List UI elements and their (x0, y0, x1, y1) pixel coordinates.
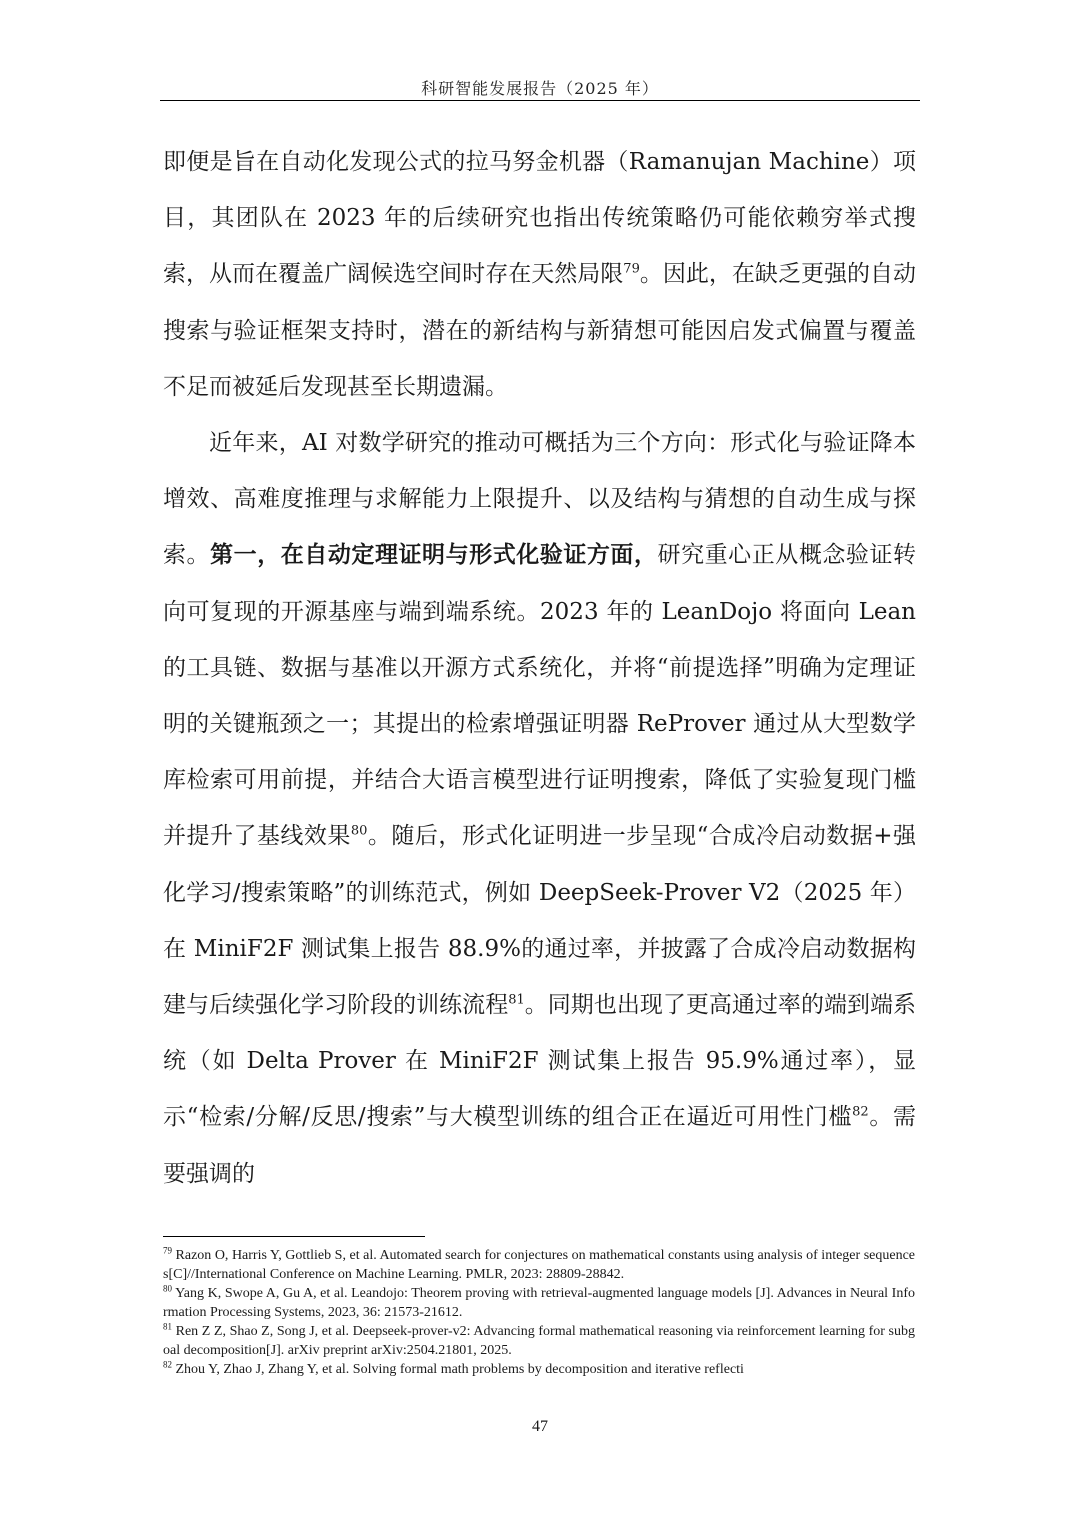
paragraph-2-part-e: 。需要强调的 (163, 1104, 917, 1187)
paragraph-2-bold: 第一，在自动定理证明与形式化验证方面， (210, 542, 658, 569)
footnote-ref-81[interactable]: 81 (508, 992, 525, 1008)
paragraph-2 (163, 415, 916, 1202)
footnote-text: Razon O, Harris Y, Gottlieb S, et al. Automated search for conjectures on mathematical constants using analysis of integer sequences[C]//International Conference on Machine Learning. PMLR, 2023: 28809-28842. (163, 1248, 915, 1282)
page-number: 47 (532, 1418, 548, 1435)
paragraph-1-text: 即便是旨在自动化发现公式的拉马努金机器（Ramanujan Machine）项目，其团队在 2023 年的后续研究也指出传统策略仍可能依赖穷举式搜索，从而在覆盖广阔候选空间时存在天然局限 (163, 149, 916, 288)
paragraph-1 (163, 134, 916, 415)
footnote-number: 82 (163, 1359, 172, 1370)
footnote-text: Yang K, Swope A, Gu A, et al. Leandojo: Theorem proving with retrieval-augmented language models [J]. Advances in Neural Information Processing Systems, 2023, 36: 21573-21612. (163, 1286, 915, 1320)
footnote-79 (163, 1246, 915, 1284)
paragraph-2-part-b: 研究重心正从概念验证转向可复现的开源基座与端到端系统。2023 年的 LeanDojo 将面向 Lean 的工具链、数据与基准以开源方式系统化，并将“前提选择”明确为定理证明的关键瓶颈之一；其提出的检索增强证明器 ReProver 通过从大型数学库检索可用前提，并结合大语言模型进行证明搜索，降低了实验复现门槛并提升了基线效果 (163, 542, 917, 850)
footnote-ref-80[interactable]: 80 (350, 823, 368, 839)
footnotes (163, 1246, 915, 1379)
running-header: 科研智能发展报告（2025 年） (421, 79, 659, 98)
paragraph-1-tail: 。因此，在缺乏更强的自动搜索与验证框架支持时，潜在的新结构与新猜想可能因启发式偏置与覆盖不足而被延后发现甚至长期遗漏。 (163, 261, 917, 400)
body-text (163, 134, 916, 1202)
paragraph-2-part-a: 近年来，AI 对数学研究的推动可概括为三个方向：形式化与验证降本增效、高难度推理与求解能力上限提升、以及结构与猜想的自动生成与探索。 (163, 430, 916, 569)
header-rule (160, 100, 920, 101)
footnote-ref-82[interactable]: 82 (852, 1104, 869, 1120)
footnote-81 (163, 1322, 915, 1360)
footnote-rule (163, 1236, 425, 1237)
footnote-number: 80 (163, 1283, 172, 1294)
footnote-number: 79 (163, 1245, 172, 1256)
paragraph-2-part-d: 。同期也出现了更高通过率的端到端系统（如 Delta Prover 在 MiniF2F 测试集上报告 95.9%通过率），显示“检索/分解/反思/搜索”与大模型训练的组合正在逼近可用性门槛 (163, 992, 917, 1131)
footnote-text: Ren Z Z, Shao Z, Song J, et al. Deepseek-prover-v2: Advancing formal mathematical reasoning via reinforcement learning for subgoal decomposition[J]. arXiv preprint arXiv:2504.21801, 2025. (163, 1324, 915, 1358)
footnote-82 (163, 1360, 915, 1379)
footnote-text: Zhou Y, Zhao J, Zhang Y, et al. Solving formal math problems by decomposition and iterative reflecti (175, 1362, 744, 1377)
footnote-80 (163, 1284, 915, 1322)
footnote-number: 81 (163, 1321, 172, 1332)
footnote-ref-79[interactable]: 79 (623, 261, 640, 277)
paragraph-2-part-c: 。随后，形式化证明进一步呈现“合成冷启动数据+强化学习/搜索策略”的训练范式，例如 DeepSeek-Prover V2（2025 年）在 MiniF2F 测试集上报告 88.9%的通过率，并披露了合成冷启动数据构建与后续强化学习阶段的训练流程 (163, 823, 917, 1019)
